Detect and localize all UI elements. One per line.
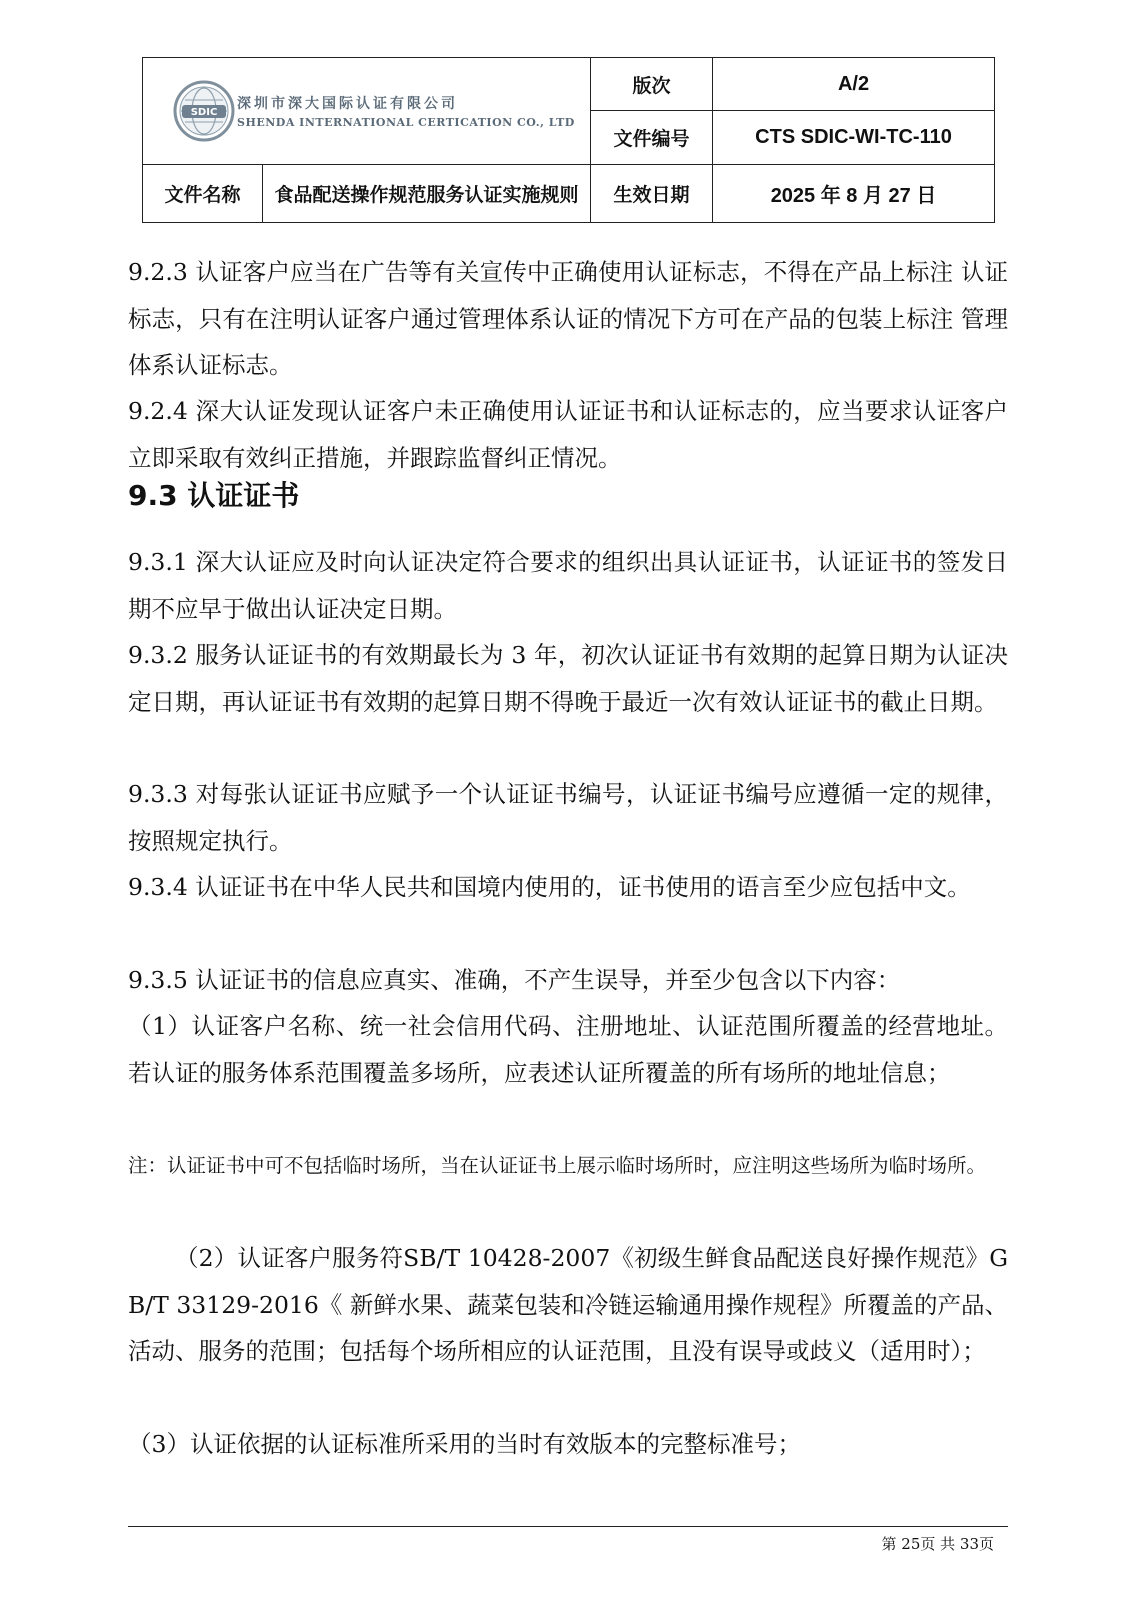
document-name-label: 文件名称	[143, 164, 263, 222]
company-logo-icon	[173, 80, 235, 142]
effective-date-label: 生效日期	[591, 164, 713, 222]
paragraph-9-3-3: 9.3.3 对每张认证证书应赋予一个认证证书编号，认证证书编号应遵循一定的规律，按照规定执行。	[128, 780, 1008, 855]
document-name-value: 食品配送操作规范服务认证实施规则	[263, 164, 591, 222]
document-number-label: 文件编号	[591, 111, 713, 164]
document-number-value: CTS SDIC-WI-TC-110	[713, 111, 995, 164]
company-logo-cell	[143, 58, 591, 165]
paragraph-9-3-4: 9.3.4 认证证书在中华人民共和国境内使用的，证书使用的语言至少应包括中文。	[128, 873, 971, 901]
document-header-table	[142, 57, 995, 223]
section-heading-9-3: 9.3 认证证书	[128, 479, 300, 512]
paragraph-9-3-2: 9.3.2 服务认证证书的有效期最长为 3 年，初次认证证书有效期的起算日期为认证决定日期，再认证证书有效期的起算日期不得晚于最近一次有效认证证书的截止日期。	[128, 641, 1008, 716]
effective-date-value: 2025 年 8 月 27 日	[713, 164, 995, 222]
version-value: A/2	[713, 58, 995, 111]
company-name-cn: 深圳市深大国际认证有限公司	[237, 95, 458, 112]
paragraph-9-3-1: 9.3.1 深大认证应及时向认证决定符合要求的组织出具认证证书，认证证书的签发日期不应早于做出认证决定日期。	[128, 548, 1008, 623]
paragraph-9-2-4: 9.2.4 深大认证发现认证客户未正确使用认证证书和认证标志的，应当要求认证客户立即采取有效纠正措施，并跟踪监督纠正情况。	[128, 397, 1008, 472]
note-temporary-sites: 注：认证证书中可不包括临时场所，当在认证证书上展示临时场所时，应注明这些场所为临时场所。	[128, 1154, 987, 1177]
footer-divider	[128, 1526, 1008, 1527]
version-label: 版次	[591, 58, 713, 111]
paragraph-9-3-5: 9.3.5 认证证书的信息应真实、准确，不产生误导，并至少包含以下内容：	[128, 966, 901, 994]
page-number: 第 25页 共 33页	[881, 1535, 994, 1553]
paragraph-9-2-3: 9.2.3 认证客户应当在广告等有关宣传中正确使用认证标志，不得在产品上标注 认证标志，只有在注明认证客户通过管理体系认证的情况下方可在产品的包装上标注 管理体系认证标志。	[128, 258, 1008, 379]
company-name-en: SHENDA INTERNATIONAL CERTICATION CO., LTD	[237, 115, 575, 129]
list-item-2: （2）认证客户服务符SB/T 10428-2007《初级生鲜食品配送良好操作规范》GB/T 33129-2016《 新鲜水果、蔬菜包装和冷链运输通用操作规程》所覆盖的产品、活动、服务的范围；包括每个场所相应的认证范围，且没有误导或歧义（适用时）；	[128, 1244, 1008, 1365]
list-item-3: （3）认证依据的认证标准所采用的当时有效版本的完整标准号；	[128, 1430, 801, 1458]
list-item-1: （1）认证客户名称、统一社会信用代码、注册地址、认证范围所覆盖的经营地址。若认证的服务体系范围覆盖多场所，应表述认证所覆盖的所有场所的地址信息；	[128, 1012, 1008, 1087]
logo-mark-text: SDIC	[190, 106, 218, 118]
